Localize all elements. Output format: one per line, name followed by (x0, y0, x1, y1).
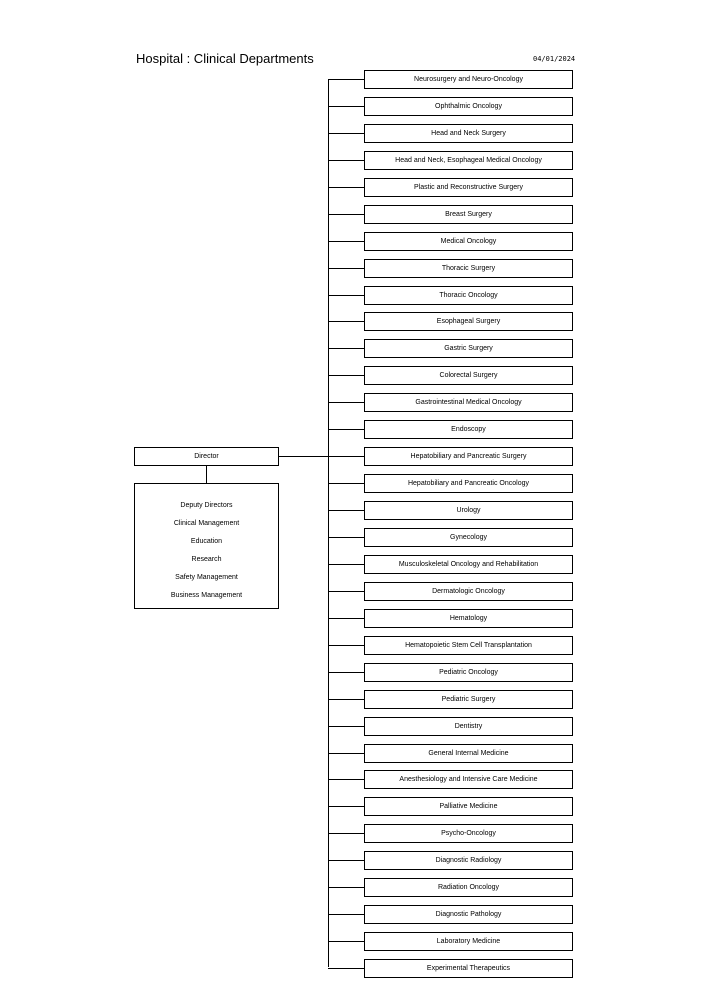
department-label: Palliative Medicine (439, 803, 498, 810)
department-connector (328, 564, 364, 565)
department-label: Laboratory Medicine (436, 938, 501, 945)
department-box (364, 286, 573, 305)
department-box (364, 824, 573, 843)
department-label: Radiation Oncology (437, 884, 500, 891)
department-label: Urology (456, 507, 481, 514)
department-connector (328, 941, 364, 942)
director-to-functions-connector (206, 466, 207, 483)
department-label: Hematopoietic Stem Cell Transplantation (405, 642, 532, 649)
department-connector (328, 968, 364, 969)
department-box (364, 259, 573, 278)
department-label: Plastic and Reconstructive Surgery (414, 184, 523, 191)
department-box (364, 151, 573, 170)
function-item: Clinical Management (173, 520, 240, 527)
department-label: General Internal Medicine (428, 750, 509, 757)
department-connector (328, 295, 364, 296)
department-connector (328, 510, 364, 511)
department-label: Endoscopy (451, 426, 486, 433)
department-label: Musculoskeletal Oncology and Rehabilitation (398, 561, 539, 568)
department-connector (328, 483, 364, 484)
department-box (364, 528, 573, 547)
department-label: Ophthalmic Oncology (435, 103, 502, 110)
department-connector (328, 214, 364, 215)
department-label: Hepatobiliary and Pancreatic Oncology (407, 480, 529, 487)
department-connector (328, 187, 364, 188)
department-label: Diagnostic Pathology (435, 911, 502, 918)
department-label: Colorectal Surgery (439, 372, 498, 379)
department-connector (328, 833, 364, 834)
director-box (134, 447, 279, 466)
department-connector (328, 160, 364, 161)
department-box (364, 474, 573, 493)
department-connector (328, 860, 364, 861)
department-connector (328, 779, 364, 780)
department-label: Esophageal Surgery (436, 318, 501, 325)
function-item: Safety Management (175, 574, 238, 581)
department-label: Gynecology (450, 534, 487, 541)
department-label: Diagnostic Radiology (435, 857, 502, 864)
department-label: Medical Oncology (440, 238, 497, 245)
department-label: Experimental Therapeutics (426, 965, 511, 972)
department-connector (328, 106, 364, 107)
department-connector (328, 726, 364, 727)
department-connector (328, 806, 364, 807)
department-box (364, 312, 573, 331)
department-box (364, 447, 573, 466)
department-label: Head and Neck Surgery (431, 130, 506, 137)
department-connector (328, 591, 364, 592)
date-label: 04/01/2024 (533, 55, 576, 63)
department-label: Psycho-Oncology (441, 830, 496, 837)
department-box (364, 339, 573, 358)
department-box (364, 97, 573, 116)
department-connector (328, 537, 364, 538)
department-connector (328, 456, 364, 457)
department-box (364, 366, 573, 385)
department-box (364, 393, 573, 412)
department-connector (328, 914, 364, 915)
department-box (364, 70, 573, 89)
department-box (364, 959, 573, 978)
department-box (364, 717, 573, 736)
department-connector (328, 375, 364, 376)
department-box (364, 690, 573, 709)
department-connector (328, 133, 364, 134)
department-connector (328, 699, 364, 700)
department-box (364, 582, 573, 601)
department-box (364, 124, 573, 143)
function-item: Education (190, 538, 223, 545)
department-connector (328, 241, 364, 242)
department-box (364, 663, 573, 682)
department-connector (328, 645, 364, 646)
department-connector (328, 79, 364, 80)
director-label: Director (194, 453, 219, 460)
department-box (364, 178, 573, 197)
department-box (364, 797, 573, 816)
department-label: Head and Neck, Esophageal Medical Oncology (395, 157, 542, 164)
department-connector (328, 672, 364, 673)
department-label: Hematology (449, 615, 488, 622)
department-label: Gastrointestinal Medical Oncology (415, 399, 522, 406)
department-box (364, 205, 573, 224)
department-box (364, 851, 573, 870)
department-label: Dermatologic Oncology (432, 588, 505, 595)
department-label: Hepatobiliary and Pancreatic Surgery (410, 453, 527, 460)
page-title: Hospital : Clinical Departments (136, 51, 314, 66)
department-label: Gastric Surgery (444, 345, 493, 352)
department-label: Thoracic Surgery (441, 265, 496, 272)
department-box (364, 744, 573, 763)
department-label: Breast Surgery (445, 211, 492, 218)
department-box (364, 932, 573, 951)
department-box (364, 232, 573, 251)
department-box (364, 555, 573, 574)
director-functions-box (134, 483, 279, 609)
department-label: Anesthesiology and Intensive Care Medicine (399, 776, 538, 783)
department-box (364, 609, 573, 628)
department-box (364, 878, 573, 897)
department-connector (328, 348, 364, 349)
department-label: Neurosurgery and Neuro-Oncology (414, 76, 523, 83)
department-label: Pediatric Surgery (441, 696, 496, 703)
department-box (364, 636, 573, 655)
department-label: Thoracic Oncology (439, 292, 498, 299)
department-connector (328, 321, 364, 322)
department-box (364, 501, 573, 520)
department-connector (328, 402, 364, 403)
function-item: Deputy Directors (180, 502, 233, 509)
department-box (364, 420, 573, 439)
function-item: Research (191, 556, 222, 563)
director-to-trunk-connector (279, 456, 329, 457)
department-box (364, 770, 573, 789)
function-item: Business Management (170, 592, 243, 599)
department-box (364, 905, 573, 924)
department-connector (328, 618, 364, 619)
department-connector (328, 887, 364, 888)
department-connector (328, 429, 364, 430)
department-label: Dentistry (454, 723, 483, 730)
department-connector (328, 268, 364, 269)
department-label: Pediatric Oncology (439, 669, 498, 676)
department-connector (328, 753, 364, 754)
